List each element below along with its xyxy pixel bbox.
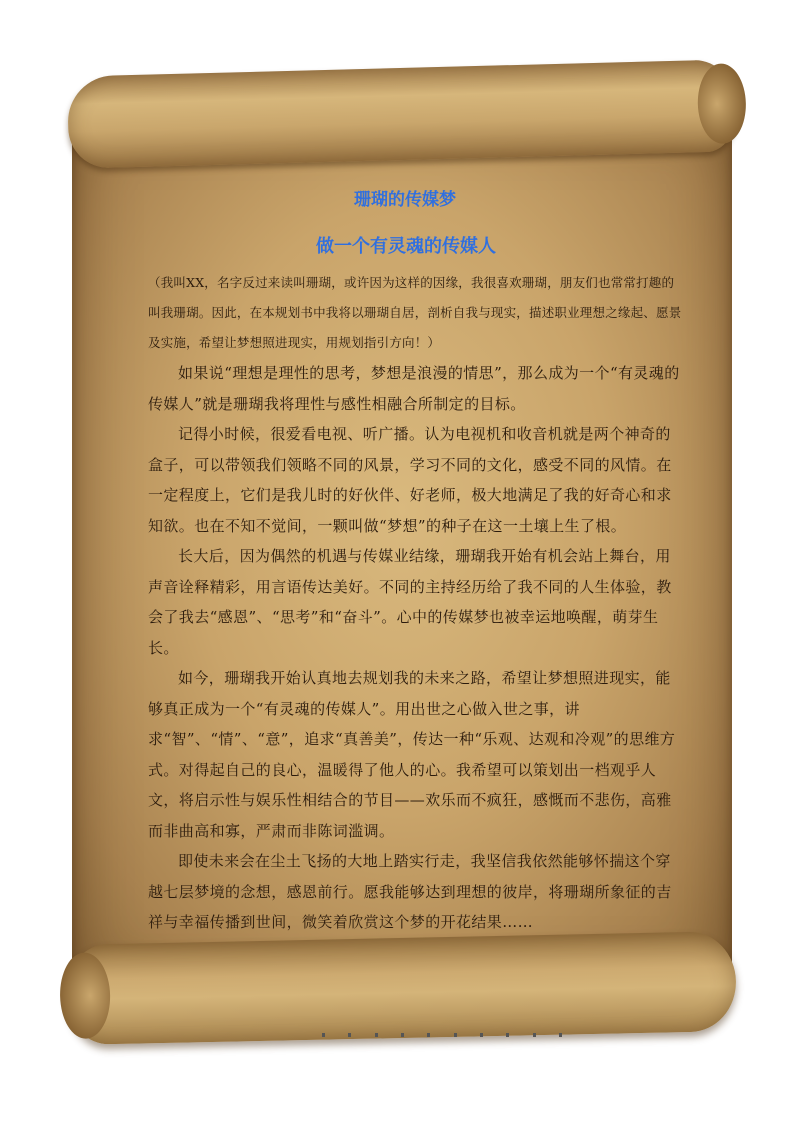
paragraph: 如果说“理想是理性的思考，梦想是浪漫的情思”，那么成为一个“有灵魂的传媒人”就是珊瑚我将理性与感性相融合所制定的目标。 [148,364,680,413]
footer-marks [322,1033,562,1041]
intro-note: （我叫XX，名字反过来读叫珊瑚，或许因为这样的因缘，我很喜欢珊瑚，朋友们也常常打趣的叫我珊瑚。因此，在本规划书中我将以珊瑚自居，剖析自我与现实，描述职业理想之缘起、愿景及实施，希望让梦想照进现实，用规划指引方向！） [148,275,682,350]
paragraph: 长大后，因为偶然的机遇与传媒业结缘，珊瑚我开始有机会站上舞台，用声音诠释精彩，用言语传达美好。不同的主持经历给了我不同的人生体验，教会了我去“感恩”、“思考”和“奋斗”。心中的传媒梦也被幸运地唤醒，萌芽生长。 [148,547,672,657]
document-subtitle: 做一个有灵魂的传媒人 [316,236,496,257]
document-title: 珊瑚的传媒梦 [354,190,456,210]
document-content [148,185,682,938]
scroll-top-roll [67,59,737,168]
scroll-bottom-roll [67,931,737,1045]
paragraph: 如今，珊瑚我开始认真地去规划我的未来之路，希望让梦想照进现实，能够真正成为一个“有灵魂的传媒人”。用出世之心做入世之事，讲求“智”、“情”、“意”，追求“真善美”，传达一种“乐观、达观和冷观”的思维方式。对得起自己的良心，温暖得了他人的心。我希望可以策划出一档观乎人文，将启示性与娱乐性相结合的节目——欢乐而不疯狂，感慨而不悲伤，高雅而非曲高和寡，严肃而非陈词滥调。 [148,669,676,840]
paragraph: 即使未来会在尘土飞扬的大地上踏实行走，我坚信我依然能够怀揣这个穿越七层梦境的念想，感恩前行。愿我能够达到理想的彼岸，将珊瑚所象征的吉祥与幸福传播到世间，微笑着欣赏这个梦的开花结果…… [148,852,672,931]
paragraph: 记得小时候，很爱看电视、听广播。认为电视机和收音机就是两个神奇的盒子，可以带领我们领略不同的风景，学习不同的文化，感受不同的风情。在一定程度上，它们是我儿时的好伙伴、好老师，极大地满足了我的好奇心和求知欲。也在不知不觉间，一颗叫做“梦想”的种子在这一土壤上生了根。 [148,425,672,535]
